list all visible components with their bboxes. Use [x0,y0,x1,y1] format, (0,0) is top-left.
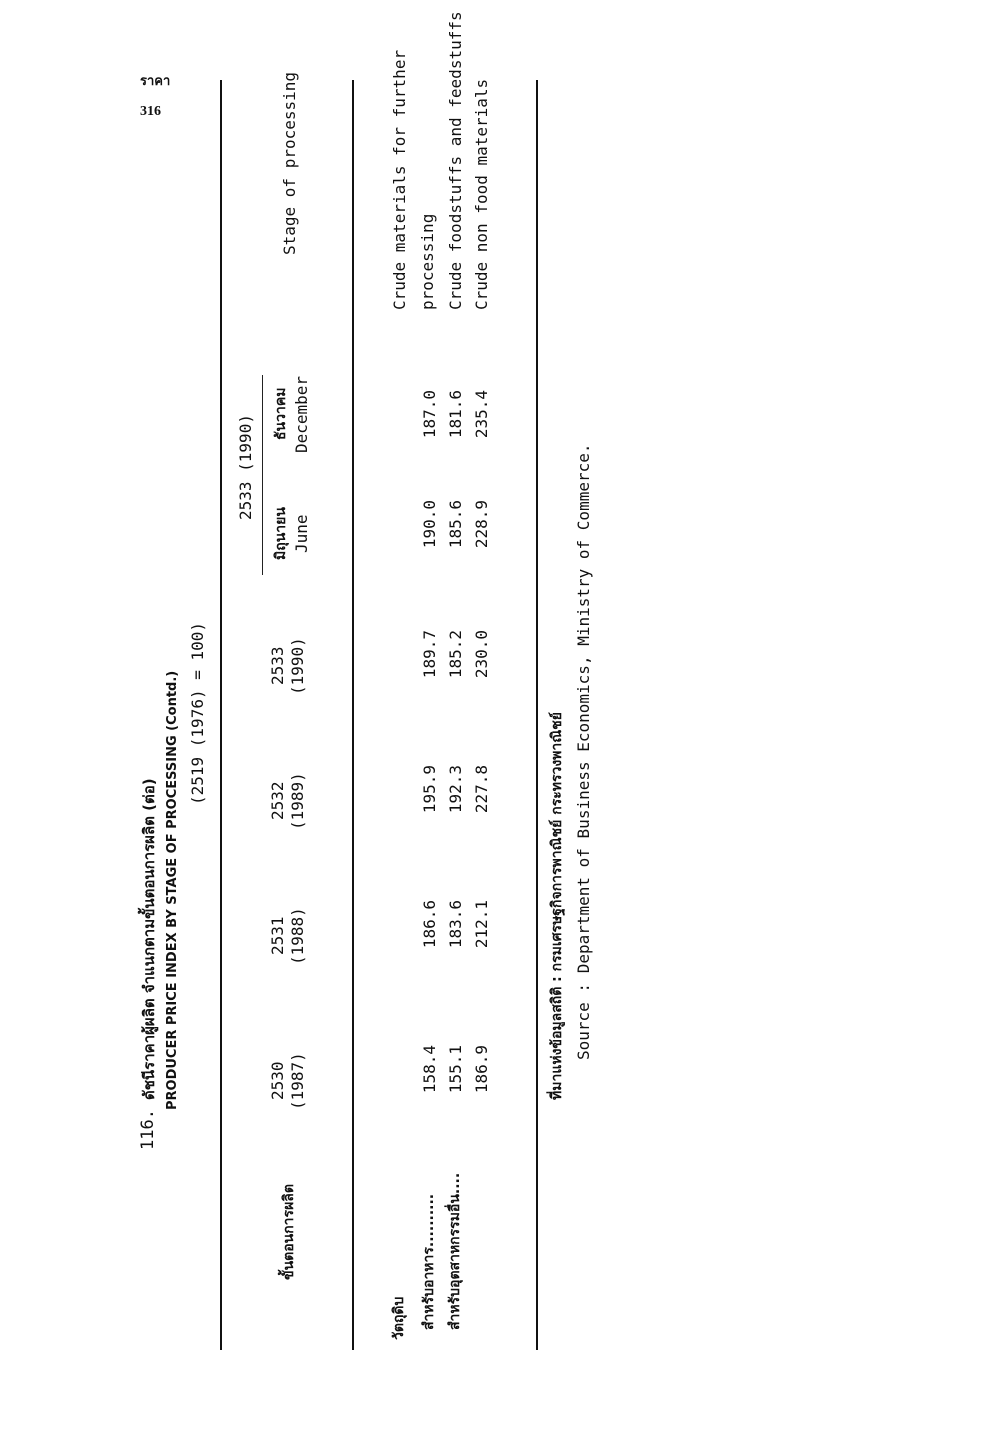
group-underline [262,375,263,575]
year-ce: (1989) [288,772,307,830]
year-be: 2530 [268,1061,287,1100]
top-rule [220,80,222,1350]
group-label-en: Crude materials for further [390,49,409,310]
month-thai: มิถุนายน [273,507,289,560]
table-cell: 155.1 [446,1045,465,1094]
table-cell: 192.3 [446,765,465,814]
month-thai: ธันวาคม [273,387,289,440]
bottom-rule [536,80,538,1350]
table-cell: 212.1 [472,900,491,949]
table-cell: 187.0 [420,390,439,439]
group-label-en: processing [418,213,437,310]
table-cell: 228.9 [472,500,491,549]
month-en: June [292,514,311,553]
row-label-en: Crude non food materials [472,78,491,310]
source-en: Source : Department of Business Economics, Ministry of Commerce. [574,443,593,1060]
row-label-en: Crude foodstuffs and feedstuffs [446,11,465,310]
header-rule [352,80,354,1350]
table-cell: 181.6 [446,390,465,439]
row-label-thai: สำหรับอาหาร.......... [421,1193,437,1330]
table-title-en: PRODUCER PRICE INDEX BY STAGE OF PROCESSING (Contd.) [165,670,180,1110]
group-2533: 2533 (1990) [236,414,255,520]
table-cell: 185.6 [446,500,465,549]
table-cell: 227.8 [472,765,491,814]
running-header: ราคา [140,74,171,89]
year-be: 2531 [268,916,287,955]
table-title-thai: ดัชนีราคาผู้ผลิต จำแนกตามขั้นตอนการผลิต (ต่อ) [140,778,158,1100]
table-cell: 183.6 [446,900,465,949]
source-thai: ที่มาแห่งข้อมูลสถิติ : กรมเศรษฐกิจการพาณิชย์ กระทรวงพาณิชย์ [549,712,565,1100]
table-cell: 190.0 [420,500,439,549]
col-stage-thai: ขั้นตอนการผลิต [281,1184,297,1280]
year-ce: (1987) [288,1052,307,1110]
year-be: 2532 [268,781,287,820]
table-cell: 185.2 [446,630,465,679]
page-number: 316 [140,104,161,119]
table-cell: 186.6 [420,900,439,949]
group-label-thai: วัตถุดิบ [391,1296,407,1340]
year-be: 2533 [268,646,287,685]
year-ce: (1990) [288,637,307,695]
month-en: December [292,375,311,453]
year-ce: (1988) [288,907,307,965]
table-cell: 189.7 [420,630,439,679]
rotated-table-sheet [138,11,600,1350]
table-cell: 195.9 [420,765,439,814]
row-label-thai: สำหรับอุตสาหกรรมอื่น.... [447,1172,463,1330]
table-cell: 230.0 [472,630,491,679]
table-cell: 235.4 [472,390,491,439]
table-cell: 158.4 [420,1045,439,1094]
col-stage-en: Stage of processing [280,71,299,255]
table-number: 116. [138,1109,158,1150]
table-cell: 186.9 [472,1045,491,1094]
table-base: (2519 (1976) = 100) [188,621,207,805]
